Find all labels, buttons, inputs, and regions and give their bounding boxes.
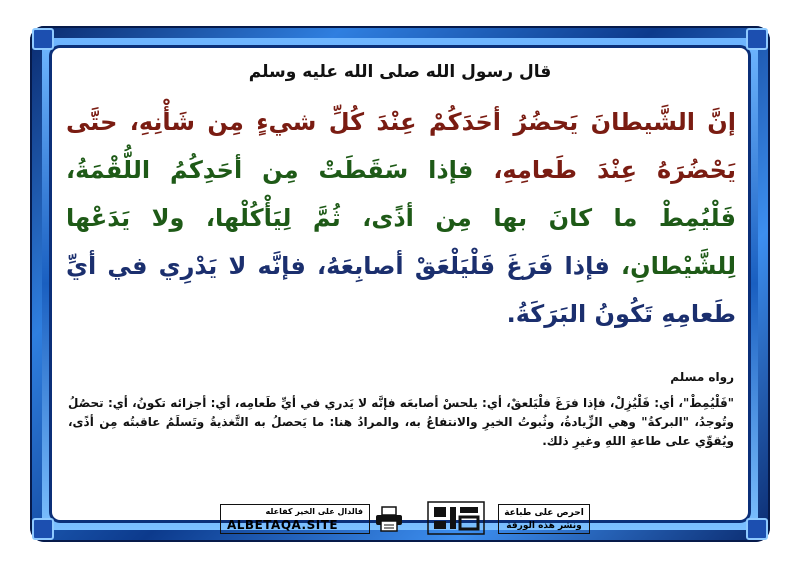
hadith-text: [66, 98, 736, 338]
website-box: [220, 504, 370, 534]
hadith-part-2: فإذا سَقَطَتْ مِن أحَدِكُمُ اللُّقْمَةُ، فَلْيُمِطْ ما كانَ بها مِن أذًى، ثُمَّ لِيَأْكُلْها، ولا يَدَعْها لِلشَّيْطانِ،: [66, 156, 736, 280]
card-content: [60, 52, 740, 514]
printer-icon: [374, 506, 404, 532]
print-reminder-line-1: احرص على طباعة: [504, 508, 584, 518]
print-reminder-line-2: ونشر هذه الورقة: [506, 521, 582, 531]
hadith-part-3: فإذا فَرَغَ فَلْيَلْعَقْ أصابِعَهُ، فإنَّه لا يَدْرِي في أيِّ طَعامِهِ تَكُونُ البَرَكَةُ.: [66, 252, 736, 328]
albetaqa-logo-icon: [426, 500, 486, 536]
frame-corner-bottom-right: [746, 518, 768, 540]
footer-bar: [220, 500, 590, 536]
print-reminder-box: [498, 504, 590, 534]
website-url[interactable]: ALBETAQA.SITE: [227, 518, 339, 532]
frame-corner-top-left: [32, 28, 54, 50]
hadith-part-1: إنَّ الشَّيطانَ يَحضُرُ أحَدَكُمْ عِنْدَ كُلِّ شيءٍ مِن شَأْنِهِ، حتَّى يَحْضُرَهُ عِنْدَ طَعامِهِ،: [66, 108, 736, 184]
hadith-source: رواه مسلم: [670, 370, 734, 384]
explanation-text: "فَلْيُمِطْ"، أي: فَلْيُزِلْ، فإذا فرَغَ فلْيَلعقْ، أي: يلحسْ أصابعَه فإنَّه لا يَدري في أيِّ طَعامِه، أي: أجزائه تكونُ، أي: تحصُلُ وتُوجدُ، "البركةُ" وهي الزِّيادةُ، وثُبوتُ الخيرِ والانتفاعُ به، والمرادُ هنا: ما يَحصلُ به التَّغذيةُ وتَسلَمُ عاقبتُه مِن أذًى، ويُقوِّي على طاعةِ اللهِ وغيرِ ذلك.: [68, 396, 734, 448]
frame-corner-top-right: [746, 28, 768, 50]
frame-corner-bottom-left: [32, 518, 54, 540]
card-heading: قال رسول الله صلى الله عليه وسلم: [248, 62, 552, 82]
website-slogan: فالدال على الخير كفاعله: [265, 507, 363, 516]
